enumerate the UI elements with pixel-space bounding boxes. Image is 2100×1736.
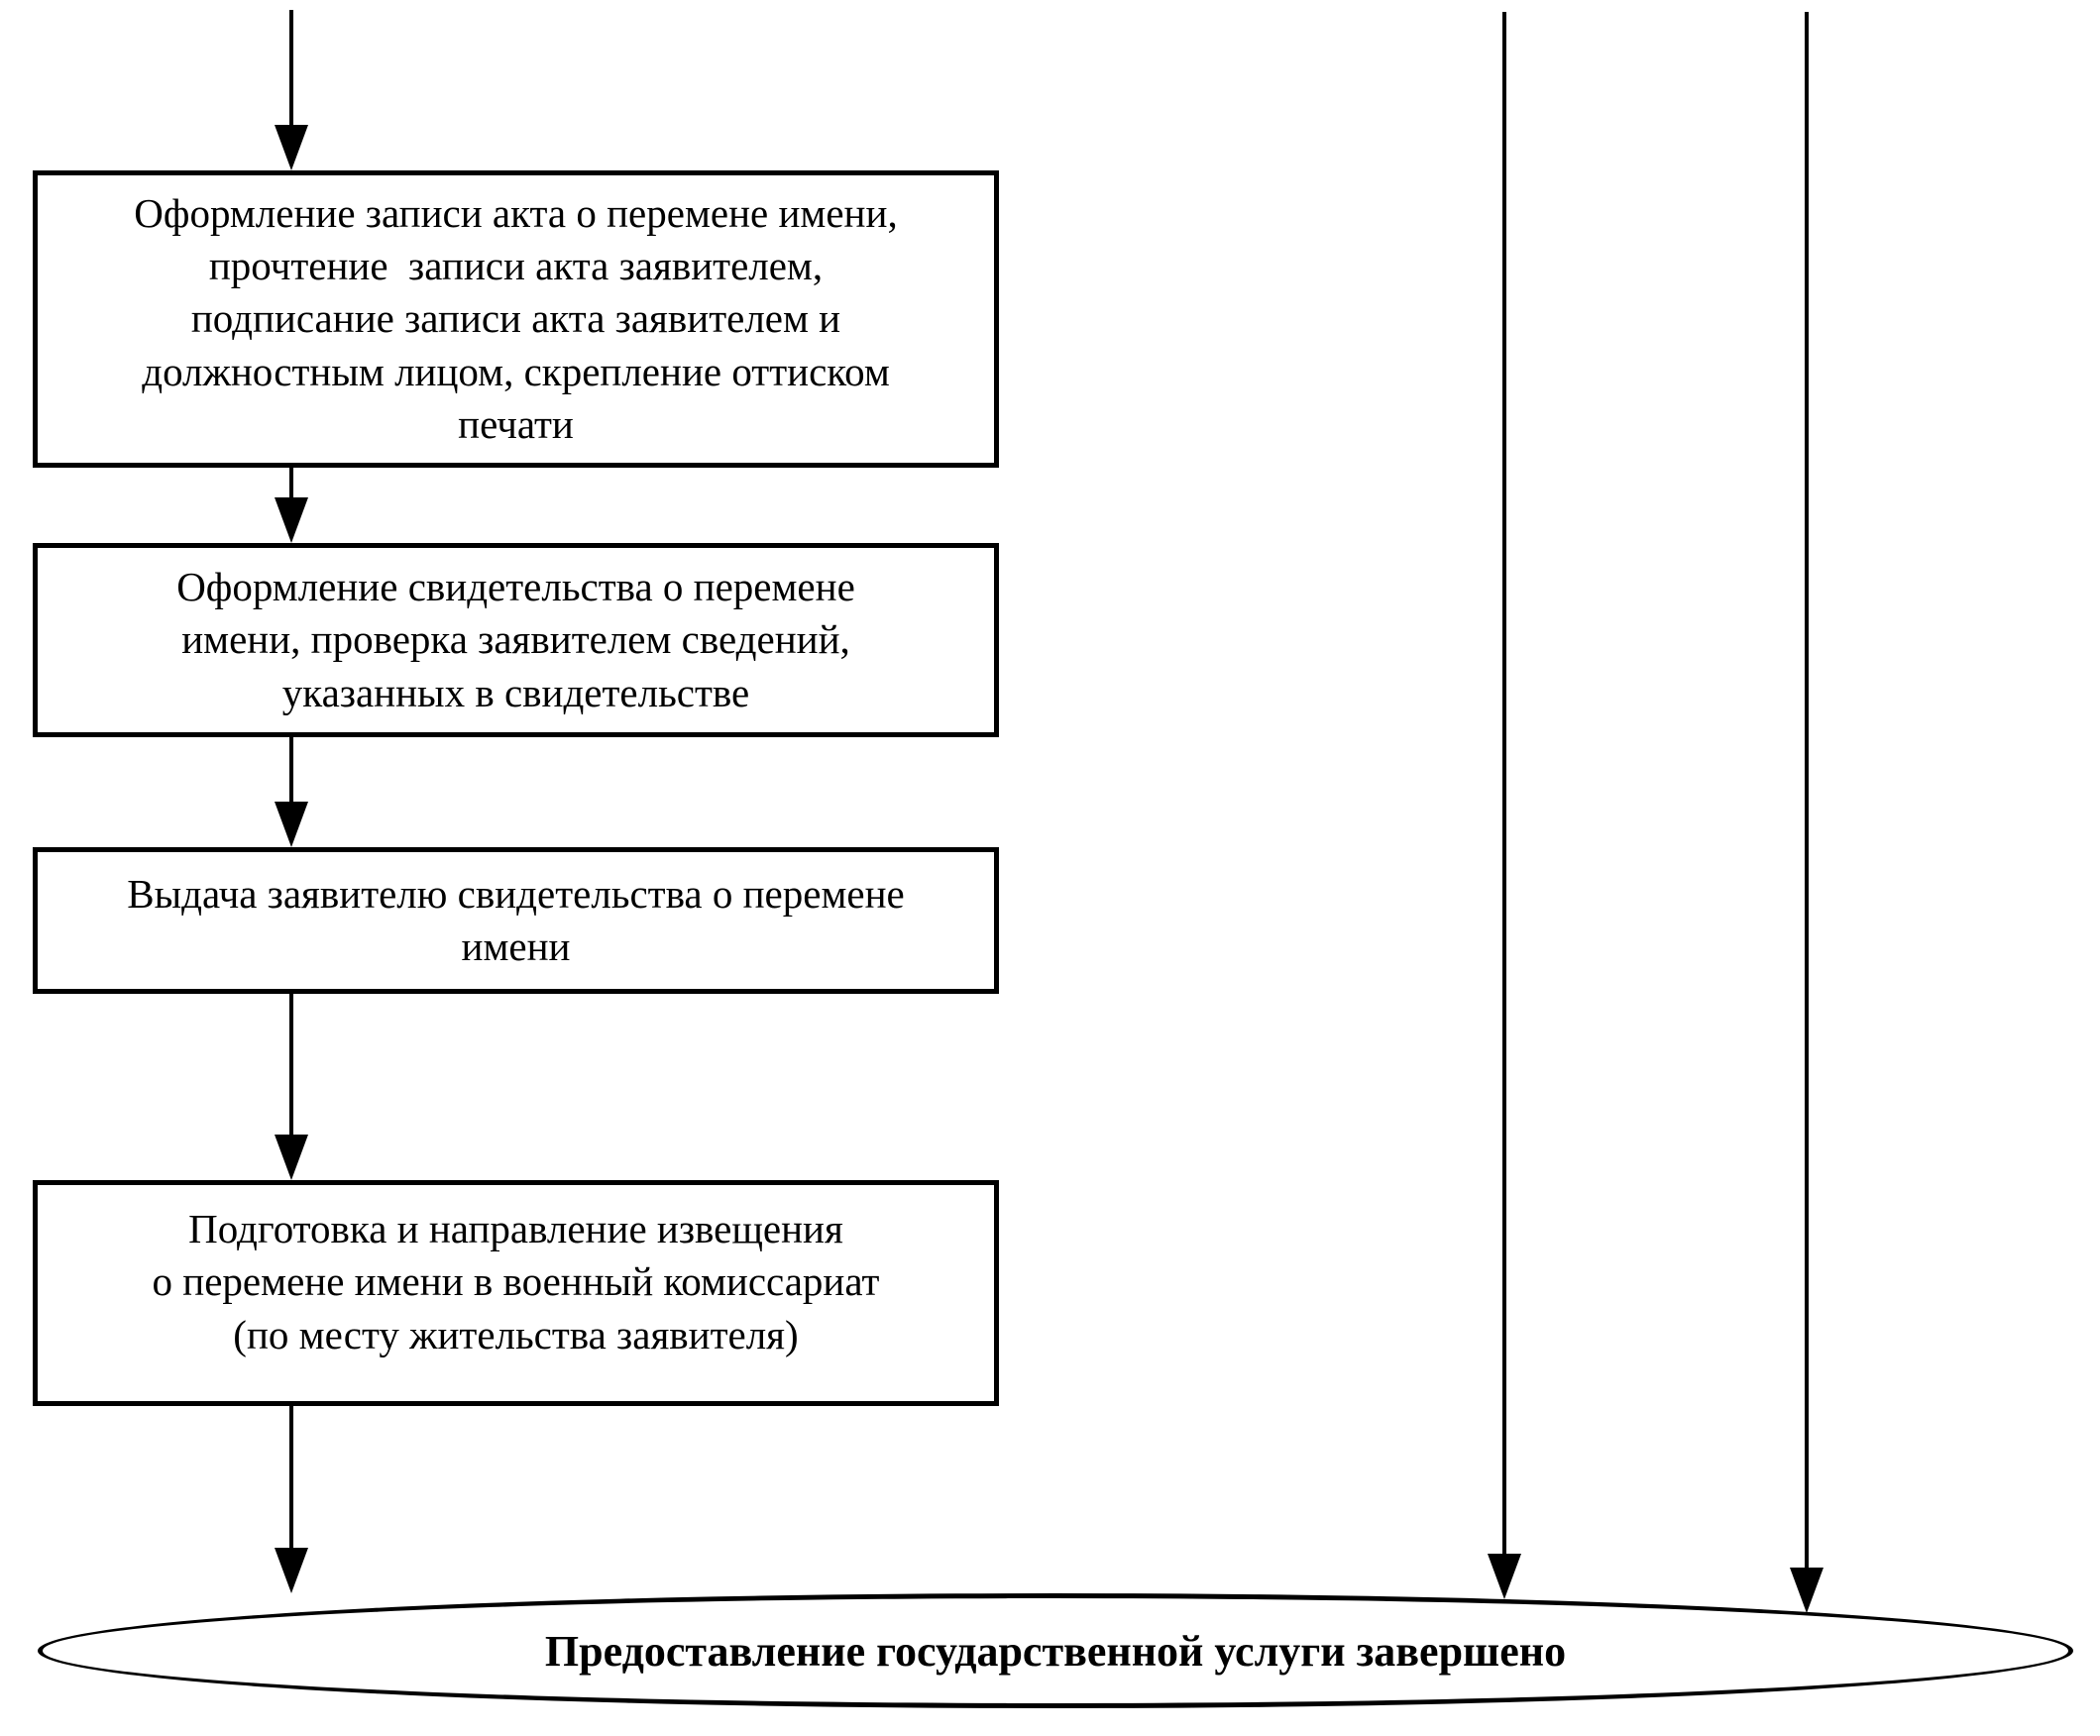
process-step-4-line: (по месту жительства заявителя) (233, 1311, 799, 1357)
arrow-head-right-b (1790, 1568, 1824, 1613)
terminator-text: Предоставление государственной услуги завершено (544, 1626, 1567, 1676)
arrow-head-3-4 (275, 1135, 308, 1180)
process-step-4-line: о перемене имени в военный комиссариат (152, 1258, 880, 1305)
process-step-4-line: Подготовка и направление извещения (188, 1206, 843, 1251)
process-step-1-line: должностным лицом, скрепление оттиском (142, 348, 890, 394)
process-step-1-line: печати (458, 400, 574, 447)
process-step-1-line: прочтение записи акта заявителем, (208, 243, 824, 289)
arrow-line-2-3 (289, 737, 293, 802)
arrow-head-1-2 (275, 497, 308, 543)
process-step-2-line: имени, проверка заявителем сведений, (181, 616, 850, 663)
arrow-line-right-b (1805, 12, 1809, 1570)
arrow-line-1-2 (289, 468, 293, 499)
process-step-1-line: подписание записи акта заявителем и (190, 295, 841, 342)
process-step-2-line: указанных в свидетельстве (281, 669, 750, 715)
terminator-ellipse (38, 1593, 2073, 1708)
arrow-head-4-end (275, 1548, 308, 1593)
arrow-head-right-a (1488, 1554, 1521, 1599)
arrow-line-4-end (289, 1406, 293, 1550)
arrow-head-2-3 (275, 802, 308, 847)
arrow-line-3-4 (289, 994, 293, 1135)
process-step-4 (33, 1180, 999, 1406)
process-step-1 (33, 170, 999, 468)
arrow-head-entry (275, 125, 308, 170)
process-step-3 (33, 847, 999, 994)
process-step-2 (33, 543, 999, 737)
process-step-1-line: Оформление записи акта о перемене имени, (134, 189, 898, 236)
arrow-line-entry (289, 10, 293, 127)
process-step-3-line: имени (461, 923, 571, 969)
process-step-3-line: Выдача заявителю свидетельства о перемене (127, 870, 905, 917)
process-step-2-line: Оформление свидетельства о перемене (176, 564, 855, 610)
arrow-line-right-a (1502, 12, 1506, 1556)
